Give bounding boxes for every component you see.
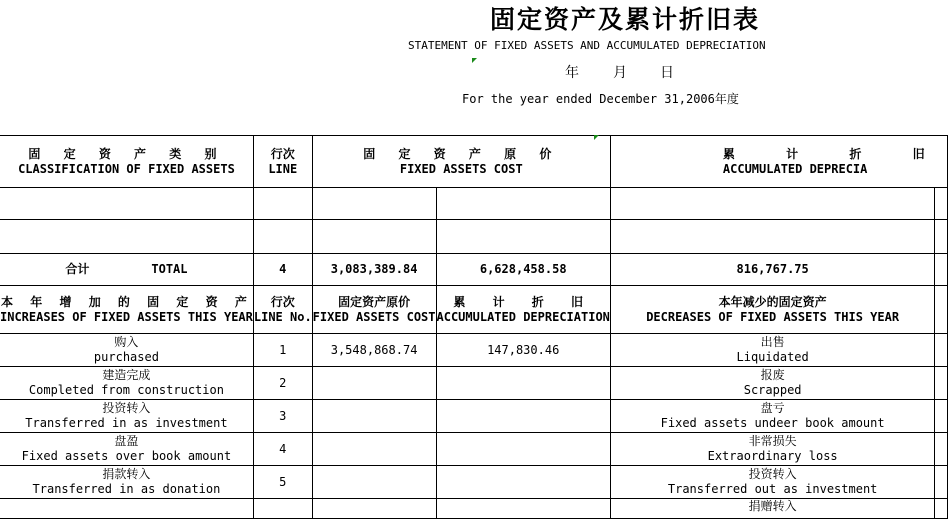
header-line: 行次 LINE [253, 136, 312, 188]
cell-comment-marker [594, 135, 599, 140]
empty-cell[interactable] [312, 220, 436, 254]
accum-cell[interactable] [436, 433, 610, 466]
header-original-cost: 固定资产原价 FIXED ASSETS COST [312, 286, 436, 334]
accum-cell[interactable] [436, 400, 610, 433]
increase-cell[interactable]: 投资转入 Transferred in as investment [0, 400, 253, 433]
cost-cell[interactable] [312, 367, 436, 400]
header-fixed-assets-cost: 固 定 资 产 原 价 FIXED ASSETS COST [312, 136, 610, 188]
increase-cell[interactable]: 建造完成 Completed from construction [0, 367, 253, 400]
decrease-cell[interactable]: 盘亏 Fixed assets undeer book amount [610, 400, 934, 433]
section-header-row [0, 286, 947, 334]
total-cost-cell-2[interactable]: 6,628,458.58 [436, 254, 610, 286]
accum-cell[interactable] [436, 499, 610, 519]
empty-cell[interactable] [935, 499, 947, 519]
total-line-cell[interactable]: 4 [253, 254, 312, 286]
empty-cell[interactable] [935, 254, 947, 286]
header-accumulated-depreciation: 累 计 折 旧 ACCUMULATED DEPRECIA [610, 136, 947, 188]
header-line-no: 行次 LINE No. [253, 286, 312, 334]
empty-cell[interactable] [253, 188, 312, 220]
cost-cell[interactable] [312, 466, 436, 499]
line-cell[interactable]: 5 [253, 466, 312, 499]
empty-cell[interactable] [935, 367, 947, 400]
empty-cell[interactable] [935, 286, 947, 334]
increase-cell[interactable]: 盘盈 Fixed assets over book amount [0, 433, 253, 466]
empty-cell[interactable] [610, 220, 934, 254]
accum-cell[interactable]: 147,830.46 [436, 334, 610, 367]
decrease-cell[interactable]: 出售 Liquidated [610, 334, 934, 367]
table-row-partial [0, 499, 947, 519]
empty-cell[interactable] [436, 220, 610, 254]
year-label: 年 [565, 65, 579, 81]
empty-cell[interactable] [935, 400, 947, 433]
empty-cell[interactable] [935, 466, 947, 499]
page-subtitle: STATEMENT OF FIXED ASSETS AND ACCUMULATED DEPRECIATION [408, 39, 766, 52]
header-increases: 本 年 增 加 的 固 定 资 产 INCREASES OF FIXED ASSETS THIS YEAR [0, 286, 253, 334]
fixed-assets-table [0, 135, 948, 519]
table-row [0, 334, 947, 367]
empty-cell[interactable] [436, 188, 610, 220]
total-accum-cell[interactable]: 816,767.75 [610, 254, 934, 286]
total-cost-cell[interactable]: 3,083,389.84 [312, 254, 436, 286]
line-cell[interactable]: 2 [253, 367, 312, 400]
table-row [0, 188, 947, 220]
header-decreases: 本年减少的固定资产 DECREASES OF FIXED ASSETS THIS YEAR [610, 286, 934, 334]
increase-cell[interactable] [0, 499, 253, 519]
table-row [0, 466, 947, 499]
empty-cell[interactable] [0, 188, 253, 220]
empty-cell[interactable] [935, 433, 947, 466]
total-row [0, 254, 947, 286]
cell-comment-marker [472, 58, 477, 63]
header-classification: 固 定 资 产 类 别 CLASSIFICATION OF FIXED ASSETS [0, 136, 253, 188]
table-header-row [0, 136, 947, 188]
cost-cell[interactable]: 3,548,868.74 [312, 334, 436, 367]
empty-cell[interactable] [0, 220, 253, 254]
empty-cell[interactable] [935, 334, 947, 367]
accum-cell[interactable] [436, 466, 610, 499]
fiscal-year-label: For the year ended December 31,2006年度 [462, 92, 739, 106]
cost-cell[interactable] [312, 499, 436, 519]
cost-cell[interactable] [312, 400, 436, 433]
page-title: 固定资产及累计折旧表 [490, 5, 761, 34]
table-row [0, 220, 947, 254]
month-label: 月 [613, 65, 627, 81]
table-row [0, 433, 947, 466]
table-row [0, 367, 947, 400]
day-label: 日 [660, 65, 674, 81]
total-label-cell[interactable]: 合计 TOTAL [0, 254, 253, 286]
increase-cell[interactable]: 捐款转入 Transferred in as donation [0, 466, 253, 499]
increase-cell[interactable]: 购入 purchased [0, 334, 253, 367]
cost-cell[interactable] [312, 433, 436, 466]
header-accum-depreciation: 累 计 折 旧 ACCUMULATED DEPRECIATION [436, 286, 610, 334]
line-cell[interactable] [253, 499, 312, 519]
empty-cell[interactable] [935, 188, 947, 220]
table-row [0, 400, 947, 433]
decrease-cell[interactable]: 捐赠转入 [610, 499, 934, 519]
line-cell[interactable]: 4 [253, 433, 312, 466]
empty-cell[interactable] [610, 188, 934, 220]
empty-cell[interactable] [312, 188, 436, 220]
decrease-cell[interactable]: 非常损失 Extraordinary loss [610, 433, 934, 466]
line-cell[interactable]: 1 [253, 334, 312, 367]
decrease-cell[interactable]: 报废 Scrapped [610, 367, 934, 400]
decrease-cell[interactable]: 投资转入 Transferred out as investment [610, 466, 934, 499]
empty-cell[interactable] [935, 220, 947, 254]
line-cell[interactable]: 3 [253, 400, 312, 433]
accum-cell[interactable] [436, 367, 610, 400]
empty-cell[interactable] [253, 220, 312, 254]
